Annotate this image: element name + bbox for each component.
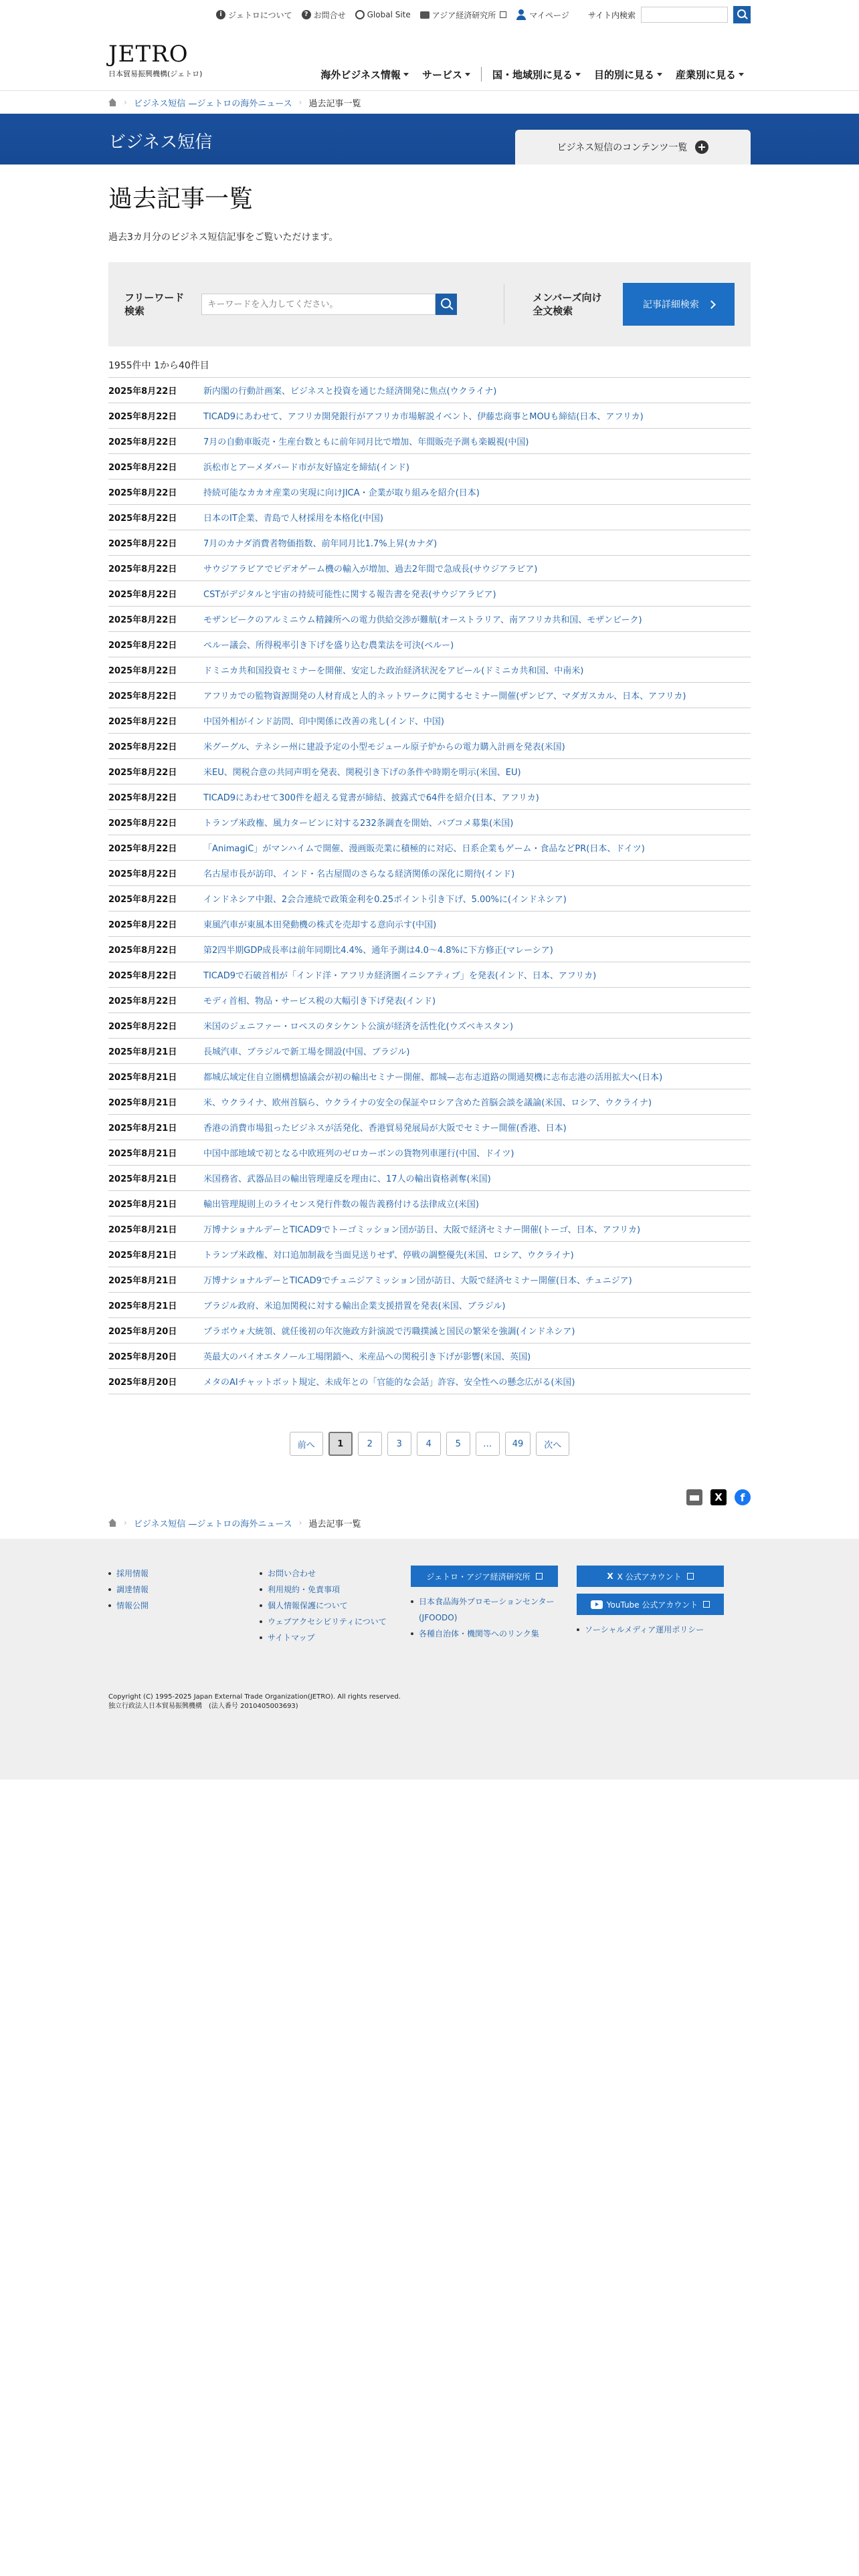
- list-item: [108, 632, 751, 657]
- gnav-services[interactable]: サービス: [415, 68, 477, 82]
- article-link[interactable]: モディ首相、物品・サービス税の大幅引き下げ発表(インド): [203, 996, 436, 1006]
- article-link[interactable]: 新内閣の行動計画案、ビジネスと投資を通じた経済開発に焦点(ウクライナ): [203, 387, 497, 397]
- article-link[interactable]: メタのAIチャットボット規定、未成年との「官能的な会話」許容、安全性への懸念広がる(米国): [203, 1378, 575, 1388]
- pager-page-2[interactable]: 2: [358, 1432, 382, 1456]
- pager-page-4[interactable]: 4: [417, 1432, 441, 1456]
- list-item: [108, 581, 751, 607]
- footer-link-accessibility[interactable]: ウェブアクセシビリティについて: [260, 1614, 411, 1630]
- chevron-right-icon: [707, 300, 716, 309]
- article-date: 2025年8月22日: [108, 1022, 177, 1032]
- search-icon[interactable]: [733, 6, 751, 23]
- list-item: [108, 479, 751, 505]
- article-link[interactable]: 中国外相がインド訪問、印中関係に改善の兆し(インド、中国): [203, 717, 444, 727]
- article-link[interactable]: 日本のIT企業、青島で人材採用を本格化(中国): [203, 514, 383, 524]
- article-date: 2025年8月21日: [108, 1073, 177, 1083]
- article-link[interactable]: 7月のカナダ消費者物価指数、前年同月比1.7%上昇(カナダ): [203, 539, 438, 549]
- list-item: [108, 505, 751, 530]
- footer-link-sitemap[interactable]: サイトマップ: [260, 1630, 411, 1646]
- article-link[interactable]: TICAD9にあわせて、アフリカ開発銀行がアフリカ市場解説イベント、伊藤忠商事とMOUも締結(日本、アフリカ): [203, 412, 644, 422]
- article-date: 2025年8月20日: [108, 1327, 177, 1337]
- chevron-down-icon: [657, 73, 662, 76]
- list-item: [108, 1089, 751, 1115]
- footer-col-4: [577, 1566, 725, 1646]
- article-link[interactable]: 米国のジェニファー・ロペスのタシケント公演が経済を活性化(ウズベキスタン): [203, 1022, 514, 1032]
- list-item: [108, 937, 751, 962]
- article-date: 2025年8月22日: [108, 437, 177, 447]
- pager-ellipsis: …: [476, 1432, 500, 1456]
- footer-link-contact[interactable]: お問い合わせ: [260, 1566, 411, 1582]
- gnav-by-purpose[interactable]: 目的別に見る: [587, 68, 669, 82]
- article-date: 2025年8月21日: [108, 1251, 177, 1261]
- chevron-down-icon: [465, 73, 470, 76]
- list-item: [108, 403, 751, 429]
- list-item: [108, 1191, 751, 1216]
- youtube-icon: [591, 1600, 603, 1609]
- copyright: Copyright (C) 1995-2025 Japan External Trade Organization(JETRO). All rights reserved. 独立行政法人日本貿易振興機構 (法人番号 2010405003693): [108, 1693, 401, 1710]
- list-item: [108, 683, 751, 708]
- result-count: 1955件中 1から40件目: [108, 360, 209, 371]
- article-link[interactable]: 第2四半期GDP成長率は前年同期比4.4%、通年予測は4.0〜4.8%に下方修正(マレーシア): [203, 946, 553, 956]
- home-icon[interactable]: [108, 98, 117, 106]
- global-nav: [314, 67, 751, 82]
- list-item: [108, 378, 751, 403]
- footer-link-links[interactable]: 各種自治体・機関等へのリンク集: [411, 1626, 577, 1642]
- freeword-label: フリーワード 検索: [124, 292, 185, 317]
- pagination: [108, 1432, 751, 1456]
- section-title: ビジネス短信: [108, 132, 213, 152]
- article-link[interactable]: アフリカでの監物資源開発の人材育成と人的ネットワークに関するセミナー開催(ザンビア、マダガスカル、日本、アフリカ): [203, 691, 686, 702]
- list-item: [108, 530, 751, 556]
- article-date: 2025年8月22日: [108, 641, 177, 651]
- article-date: 2025年8月21日: [108, 1149, 177, 1159]
- article-date: 2025年8月22日: [108, 412, 177, 422]
- freeword-search: [201, 294, 457, 315]
- chevron-down-icon: [739, 73, 744, 76]
- article-link[interactable]: 輸出管理規則上のライセンス発行件数の報告義務付ける法律成立(米国): [203, 1200, 479, 1210]
- article-date: 2025年8月21日: [108, 1174, 177, 1184]
- global-site-link[interactable]: Global Site: [355, 10, 411, 19]
- list-item: [108, 708, 751, 734]
- breadcrumb-separator: ›: [298, 1518, 302, 1527]
- article-link[interactable]: 長城汽車、ブラジルで新工場を開設(中国、ブラジル): [203, 1047, 410, 1057]
- article-date: 2025年8月22日: [108, 742, 177, 752]
- external-link-icon: [536, 1573, 543, 1580]
- list-item: [108, 1267, 751, 1293]
- article-link[interactable]: 7月の自動車販売・生産台数ともに前年同月比で増加、年間販売予測も楽観視(中国): [203, 437, 529, 447]
- list-item: [108, 607, 751, 632]
- list-item: [108, 1344, 751, 1369]
- globe-icon: [355, 10, 365, 19]
- members-label: メンバーズ向け 全文検索: [533, 292, 602, 317]
- nav-divider: [481, 67, 482, 82]
- list-item: [108, 556, 751, 581]
- article-date: 2025年8月22日: [108, 920, 177, 930]
- utility-bar: [0, 0, 859, 29]
- article-link[interactable]: トランプ米政権、対口追加制裁を当面見送りせず、停戦の調整優先(米国、ロシア、ウクライナ): [203, 1251, 574, 1261]
- article-link[interactable]: ドミニカ共和国投資セミナーを開催、安定した政治経済状況をアピール(ドミニカ共和国、中南米): [203, 666, 584, 676]
- breadcrumb-biz-news[interactable]: ビジネス短信 —ジェトロの海外ニュース: [133, 98, 292, 109]
- list-item: [108, 1115, 751, 1140]
- article-link[interactable]: ペルー議会、所得税率引き下げを盛り込む農業法を可決(ペルー): [203, 641, 454, 651]
- article-date: 2025年8月22日: [108, 869, 177, 879]
- book-icon: [420, 11, 430, 19]
- article-link[interactable]: プラボウォ大統領、就任後初の年次施政方針演説で汚職撲滅と国民の繁栄を強調(インドネシア): [203, 1327, 575, 1337]
- list-item: [108, 886, 751, 911]
- article-date: 2025年8月22日: [108, 615, 177, 625]
- pager-prev[interactable]: 前へ: [290, 1432, 323, 1456]
- article-date: 2025年8月22日: [108, 819, 177, 829]
- gnav-overseas-business[interactable]: 海外ビジネス情報: [314, 68, 415, 82]
- article-link[interactable]: トランプ米政権、風力タービンに対する232条調査を開始、パブコメ募集(米国): [203, 819, 514, 829]
- article-date: 2025年8月22日: [108, 488, 177, 498]
- ide-link[interactable]: アジア経済研究所: [420, 9, 507, 21]
- list-item: [108, 759, 751, 784]
- gnav-by-industry[interactable]: 産業別に見る: [669, 68, 751, 82]
- about-link[interactable]: i ジェトロについて: [216, 9, 292, 21]
- print-icon[interactable]: [686, 1489, 702, 1505]
- article-link[interactable]: サウジアラビアでビデオゲーム機の輸入が増加、過去2年間で急成長(サウジアラビア): [203, 564, 538, 574]
- section-banner: [0, 114, 859, 165]
- site-search-label: サイト内検索: [587, 10, 636, 20]
- external-link-icon: [500, 11, 506, 18]
- jetro-logo[interactable]: [108, 41, 202, 79]
- article-link[interactable]: 名古屋市長が訪印、インド・名古屋間のさらなる経済関係の深化に期待(インド): [203, 869, 515, 879]
- list-item: [108, 1242, 751, 1267]
- article-link[interactable]: TICAD9で石破首相が「インド洋・アフリカ経済圏イニシアティブ」を発表(インド、日本、アフリカ): [203, 971, 597, 981]
- article-link[interactable]: 都城広域定住自立圏構想協議会が初の輸出セミナー開催、都城—志布志道路の開通契機に志布志港の活用拡大へ(日本): [203, 1073, 663, 1083]
- list-item: [108, 1318, 751, 1344]
- article-link[interactable]: 浜松市とアーメダバード市が友好協定を締結(インド): [203, 463, 409, 473]
- site-header: [0, 29, 859, 91]
- article-link[interactable]: CSTがデジタルと宇宙の持続可能性に関する報告書を発表(サウジアラビア): [203, 590, 496, 600]
- main-content: [0, 165, 859, 1505]
- list-item: [108, 1216, 751, 1242]
- contents-list-tab[interactable]: ビジネス短信のコンテンツ一覧: [515, 130, 751, 165]
- article-date: 2025年8月22日: [108, 768, 177, 778]
- article-date: 2025年8月22日: [108, 463, 177, 473]
- list-item: [108, 429, 751, 454]
- footer-link-disclosure[interactable]: 情報公開: [108, 1598, 260, 1614]
- article-link[interactable]: 東風汽車が東風本田発動機の株式を売却する意向示す(中国): [203, 920, 437, 930]
- article-link[interactable]: モザンビークのアルミニウム精錬所への電力供給交渉が難航(オーストラリア、南アフリカ共和国、モザンビーク): [203, 615, 642, 625]
- external-link-icon: [703, 1601, 710, 1608]
- article-link[interactable]: 米、ウクライナ、欧州首脳ら、ウクライナの安全の保証やロシア含めた首脳会談を議論(米国、ロシア、ウクライナ): [203, 1098, 652, 1108]
- breadcrumb-biz-news[interactable]: ビジネス短信 —ジェトロの海外ニュース: [133, 1519, 292, 1529]
- gnav-by-region[interactable]: 国・地域別に見る: [486, 68, 587, 82]
- logo-wordmark: JETRO: [108, 41, 189, 68]
- article-date: 2025年8月22日: [108, 971, 177, 981]
- pager-page-3[interactable]: 3: [387, 1432, 411, 1456]
- list-item: [108, 1039, 751, 1064]
- list-item: [108, 810, 751, 835]
- breadcrumb-separator: ›: [124, 98, 127, 107]
- footer-col-2: [260, 1566, 411, 1646]
- article-date: 2025年8月22日: [108, 387, 177, 397]
- external-link-icon: [687, 1573, 694, 1580]
- x-icon: X: [607, 1572, 613, 1581]
- breadcrumb-separator: ›: [298, 98, 302, 107]
- article-link[interactable]: 持続可能なカカオ産業の実現に向けJICA・企業が取り組みを紹介(日本): [203, 488, 480, 498]
- search-icon[interactable]: [436, 294, 457, 315]
- x-share-icon[interactable]: X: [710, 1489, 727, 1505]
- article-date: 2025年8月21日: [108, 1047, 177, 1057]
- list-item: [108, 1369, 751, 1394]
- article-date: 2025年8月22日: [108, 996, 177, 1006]
- list-item: [108, 1013, 751, 1039]
- list-item: [108, 657, 751, 683]
- breadcrumb-bottom: [0, 1509, 859, 1536]
- pager-next[interactable]: 次へ: [536, 1432, 569, 1456]
- article-date: 2025年8月20日: [108, 1352, 177, 1362]
- article-date: 2025年8月21日: [108, 1225, 177, 1235]
- list-item: [108, 454, 751, 479]
- article-date: 2025年8月22日: [108, 514, 177, 524]
- user-icon: [516, 9, 527, 20]
- list-item: [108, 861, 751, 886]
- article-date: 2025年8月20日: [108, 1378, 177, 1388]
- breadcrumb-current: 過去記事一覧: [308, 1519, 361, 1529]
- chevron-down-icon: [575, 73, 581, 76]
- pager-page-5[interactable]: 5: [446, 1432, 470, 1456]
- plus-icon: [695, 140, 708, 154]
- youtube-account-button[interactable]: YouTube 公式アカウント: [577, 1594, 724, 1615]
- site-search-input[interactable]: [641, 7, 728, 23]
- footer-link-procurement[interactable]: 調達情報: [108, 1582, 260, 1598]
- footer-col-3: [411, 1566, 577, 1646]
- list-item: [108, 835, 751, 861]
- article-link[interactable]: 香港の消費市場狙ったビジネスが活発化、香港貿易発展局が大阪でセミナー開催(香港、日本): [203, 1123, 567, 1134]
- article-date: 2025年8月21日: [108, 1098, 177, 1108]
- article-date: 2025年8月22日: [108, 844, 177, 854]
- article-date: 2025年8月21日: [108, 1123, 177, 1134]
- footer-link-privacy[interactable]: 個人情報保護について: [260, 1598, 411, 1614]
- article-link[interactable]: 米グーグル、テネシー州に建設予定の小型モジュール原子炉からの電力購入計画を発表(米国): [203, 742, 565, 752]
- list-item: [108, 1064, 751, 1089]
- breadcrumb-current: 過去記事一覧: [308, 98, 361, 109]
- article-link[interactable]: ブラジル政府、米追加関税に対する輸出企業支援措置を発表(米国、ブラジル): [203, 1301, 506, 1311]
- article-link[interactable]: TICAD9にあわせて300件を超える覚書が締結、披露式で64件を紹介(日本、アフリカ): [203, 793, 539, 803]
- list-item: [108, 962, 751, 988]
- article-date: 2025年8月21日: [108, 1200, 177, 1210]
- article-link[interactable]: インドネシア中銀、2会合連続で政策金利を0.25ポイント引き下げ、5.00%に(インドネシア): [203, 895, 567, 905]
- footer-link-social-policy[interactable]: ソーシャルメディア運用ポリシー: [577, 1622, 725, 1638]
- info-icon: i: [216, 10, 225, 19]
- list-item: [108, 734, 751, 759]
- article-date: 2025年8月22日: [108, 564, 177, 574]
- list-item: [108, 988, 751, 1013]
- breadcrumb-separator: ›: [124, 1518, 127, 1527]
- x-account-button[interactable]: X X 公式アカウント: [577, 1566, 724, 1587]
- home-icon[interactable]: [108, 1519, 117, 1527]
- article-link[interactable]: 「AnimagiC」がマンハイムで開催、漫画販売業に積極的に対応、日系企業もゲーム・食品などPR(日本、ドイツ): [203, 844, 645, 854]
- article-link[interactable]: 中国中部地域で初となる中欧班列のゼロカーボンの貨物列車運行(中国、ドイツ): [203, 1149, 514, 1159]
- page-title: 過去記事一覧: [108, 185, 254, 213]
- logo-subtitle: 日本貿易振興機構(ジェトロ): [108, 70, 203, 78]
- article-link[interactable]: 英最大のバイオエタノール工場閉鎖へ、米産品への関税引き下げが影響(米国、英国): [203, 1352, 531, 1362]
- advanced-search-button[interactable]: 記事詳細検索: [623, 283, 735, 326]
- article-list: [108, 377, 751, 1394]
- footer-link-jfoodo[interactable]: 日本食品海外プロモーションセンター(JFOODO): [411, 1594, 577, 1626]
- share-buttons: [108, 1489, 751, 1505]
- article-date: 2025年8月22日: [108, 590, 177, 600]
- article-date: 2025年8月22日: [108, 946, 177, 956]
- pager-page-last[interactable]: 49: [505, 1432, 531, 1456]
- footer-link-terms[interactable]: 利用規約・免責事項: [260, 1582, 411, 1598]
- article-date: 2025年8月21日: [108, 1276, 177, 1286]
- article-date: 2025年8月22日: [108, 895, 177, 905]
- article-date: 2025年8月21日: [108, 1301, 177, 1311]
- footer-link-recruit[interactable]: 採用情報: [108, 1566, 260, 1582]
- list-item: [108, 1166, 751, 1191]
- article-link[interactable]: 万博ナショナルデーとTICAD9でトーゴミッション団が訪日、大阪で経済セミナー開催(トーゴ、日本、アフリカ): [203, 1225, 641, 1235]
- question-icon: ?: [302, 10, 311, 19]
- site-footer: [0, 1539, 859, 1780]
- page-lead: 過去3カ月分のビジネス短信記事をご覧いただけます。: [108, 232, 339, 243]
- facebook-share-icon[interactable]: f: [735, 1489, 751, 1505]
- article-date: 2025年8月22日: [108, 666, 177, 676]
- list-item: [108, 1293, 751, 1318]
- chevron-down-icon: [403, 73, 409, 76]
- breadcrumb: [0, 91, 859, 114]
- list-item: [108, 1140, 751, 1166]
- article-link[interactable]: 万博ナショナルデーとTICAD9でチュニジアミッション団が訪日、大阪で経済セミナー開催(日本、チュニジア): [203, 1276, 632, 1286]
- article-date: 2025年8月22日: [108, 793, 177, 803]
- contact-link[interactable]: ? お問合せ: [302, 9, 346, 21]
- mypage-link[interactable]: マイページ: [516, 9, 569, 21]
- search-panel: [108, 262, 751, 346]
- ide-button[interactable]: ジェトロ・アジア経済研究所: [411, 1566, 558, 1587]
- freeword-input[interactable]: [201, 294, 436, 315]
- article-date: 2025年8月22日: [108, 691, 177, 702]
- list-item: [108, 784, 751, 810]
- pager-page-1[interactable]: 1: [328, 1432, 353, 1456]
- article-link[interactable]: 米国務省、武器品目の輸出管理違反を理由に、17人の輸出資格剥奪(米国): [203, 1174, 491, 1184]
- list-item: [108, 911, 751, 937]
- article-date: 2025年8月22日: [108, 717, 177, 727]
- footer-col-1: [108, 1566, 260, 1646]
- article-date: 2025年8月22日: [108, 539, 177, 549]
- article-link[interactable]: 米EU、関税合意の共同声明を発表、関税引き下げの条件や時期を明示(米国、EU): [203, 768, 521, 778]
- site-search: [588, 6, 751, 23]
